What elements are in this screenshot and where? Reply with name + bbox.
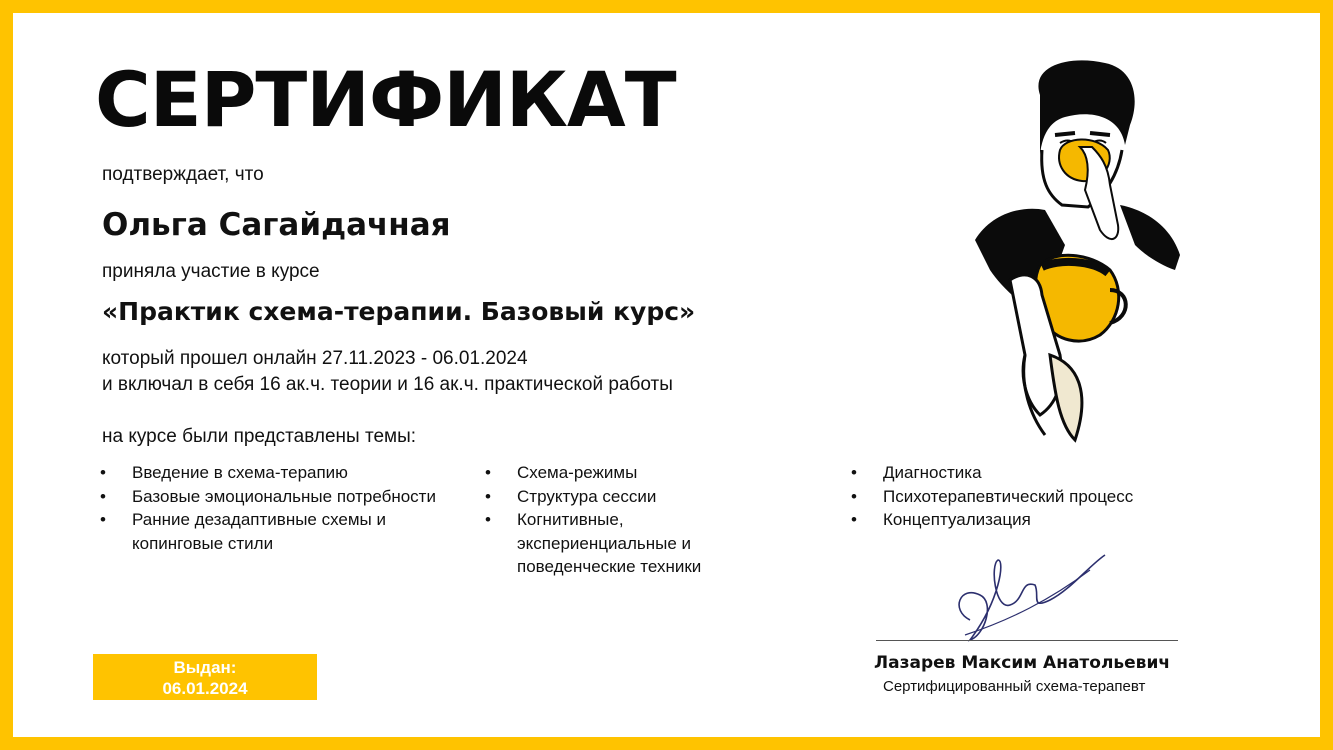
dates-line: который прошел онлайн 27.11.2023 - 06.01.2024 [102, 348, 528, 369]
participated-text: приняла участие в курсе [102, 261, 320, 282]
issued-badge [93, 654, 317, 700]
signer-name: Лазарев Максим Анатольевич [874, 653, 1171, 673]
topics-heading: на курсе были представлены темы: [102, 426, 417, 447]
issued-date: 06.01.2024 [162, 679, 248, 698]
topic-item: • Введение в схема-терапию [100, 461, 440, 485]
topic-item: • Психотерапевтический процесс [851, 485, 1211, 509]
confirms-text: подтверждает, что [102, 164, 264, 185]
topics-column-1 [100, 461, 440, 555]
handwritten-signature [940, 540, 1120, 650]
issued-label: Выдан: [173, 658, 237, 677]
topic-item: • Когнитивные, экспериенциальные и поведенческие техники [485, 508, 745, 579]
hours-line: и включал в себя 16 ак.ч. теории и 16 ак.ч. практической работы [102, 374, 673, 395]
signature-line [876, 640, 1178, 641]
topic-item: • Базовые эмоциональные потребности [100, 485, 440, 509]
course-name: «Практик схема-терапии. Базовый курс» [102, 297, 696, 326]
topic-item: • Диагностика [851, 461, 1211, 485]
topic-item: • Структура сессии [485, 485, 815, 509]
certificate-title: СЕРТИФИКАТ [95, 55, 676, 144]
man-with-teacup-illustration [970, 55, 1185, 450]
topic-item: • Концептуализация [851, 508, 1211, 532]
topics-column-2 [485, 461, 815, 579]
recipient-name: Ольга Сагайдачная [102, 207, 451, 243]
topics-column-3 [851, 461, 1211, 532]
signer-title: Сертифицированный схема-терапевт [883, 678, 1146, 695]
topic-item: • Схема-режимы [485, 461, 815, 485]
course-details [102, 346, 673, 398]
topic-item: • Ранние дезадаптивные схемы и копинговые стили [100, 508, 440, 555]
